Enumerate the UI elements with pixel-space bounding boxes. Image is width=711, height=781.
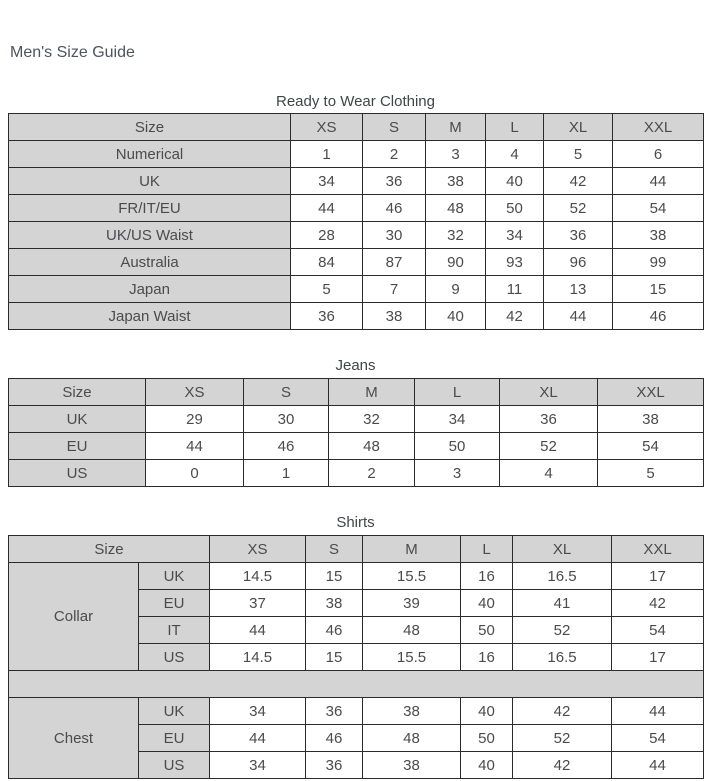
size-value: 9 [426,276,486,303]
size-value: 0 [146,460,244,487]
size-value: 14.5 [210,644,306,671]
size-value: 50 [461,725,513,752]
size-value: 16.5 [513,644,612,671]
size-value: 36 [306,698,363,725]
col-header-xxl: XXL [598,379,704,406]
size-value: 36 [363,168,426,195]
col-header-xxl: XXL [613,114,704,141]
table-row-collar-uk [9,563,704,590]
size-value: 46 [306,725,363,752]
size-value: 44 [291,195,363,222]
table-row-numerical [9,141,704,168]
size-value: 50 [415,433,500,460]
size-value: 44 [612,752,704,779]
size-value: 36 [291,303,363,330]
row-label: EU [9,433,146,460]
size-value: 34 [210,698,306,725]
row-label: US [9,460,146,487]
ready-to-wear-caption: Ready to Wear Clothing [276,93,435,110]
size-value: 3 [426,141,486,168]
size-value: 44 [210,617,306,644]
size-value: 36 [544,222,613,249]
size-value: 42 [513,752,612,779]
col-header-size: Size [9,379,146,406]
size-value: 1 [291,141,363,168]
size-value: 5 [544,141,613,168]
size-value: 3 [415,460,500,487]
col-header-s: S [244,379,329,406]
size-value: 30 [244,406,329,433]
size-value: 41 [513,590,612,617]
table-row-chest-uk [9,698,704,725]
ready-to-wear-table [8,113,704,330]
size-value: 40 [461,698,513,725]
size-value: 38 [363,303,426,330]
size-value: 52 [513,617,612,644]
size-value: 48 [363,725,461,752]
col-header-xl: XL [500,379,598,406]
size-value: 29 [146,406,244,433]
size-value: 54 [612,617,704,644]
size-value: 99 [613,249,704,276]
size-value: 38 [613,222,704,249]
table-row-eu [9,433,704,460]
size-value: 46 [613,303,704,330]
size-value: 14.5 [210,563,306,590]
size-value: 40 [486,168,544,195]
size-value: 34 [210,752,306,779]
size-value: 15 [613,276,704,303]
col-header-m: M [426,114,486,141]
col-header-size: Size [9,536,210,563]
size-value: 17 [612,563,704,590]
row-label: UK/US Waist [9,222,291,249]
row-sublabel: US [139,752,210,779]
col-header-xs: XS [291,114,363,141]
group-label-chest: Chest [9,698,139,779]
row-label: UK [9,406,146,433]
size-value: 15.5 [363,563,461,590]
size-value: 4 [486,141,544,168]
size-value: 50 [486,195,544,222]
size-value: 39 [363,590,461,617]
table-row-japan [9,276,704,303]
size-value: 44 [210,725,306,752]
size-value: 38 [598,406,704,433]
size-value: 52 [544,195,613,222]
col-header-xxl: XXL [612,536,704,563]
size-value: 38 [306,590,363,617]
size-value: 42 [513,698,612,725]
size-value: 90 [426,249,486,276]
row-label: FR/IT/EU [9,195,291,222]
size-value: 44 [613,168,704,195]
size-value: 2 [329,460,415,487]
size-value: 1 [244,460,329,487]
col-header-s: S [306,536,363,563]
row-sublabel: EU [139,725,210,752]
size-value: 2 [363,141,426,168]
table-row-australia [9,249,704,276]
row-label: UK [9,168,291,195]
size-value: 16 [461,563,513,590]
col-header-xs: XS [146,379,244,406]
size-value: 46 [363,195,426,222]
size-value: 6 [613,141,704,168]
size-value: 87 [363,249,426,276]
size-value: 36 [306,752,363,779]
size-value: 7 [363,276,426,303]
size-value: 52 [513,725,612,752]
size-value: 34 [486,222,544,249]
col-header-s: S [363,114,426,141]
col-header-xs: XS [210,536,306,563]
size-value: 48 [363,617,461,644]
spacer-row [9,671,704,698]
size-value: 54 [613,195,704,222]
size-value: 32 [426,222,486,249]
row-sublabel: US [139,644,210,671]
size-value: 36 [500,406,598,433]
col-header-m: M [329,379,415,406]
jeans-table [8,378,704,487]
size-value: 54 [598,433,704,460]
size-value: 15 [306,563,363,590]
row-label: Australia [9,249,291,276]
size-value: 15 [306,644,363,671]
jeans-caption: Jeans [335,357,376,374]
size-value: 84 [291,249,363,276]
size-value: 15.5 [363,644,461,671]
size-value: 38 [426,168,486,195]
col-header-size: Size [9,114,291,141]
header-row [9,536,704,563]
size-value: 37 [210,590,306,617]
group-label-collar: Collar [9,563,139,671]
size-value: 48 [329,433,415,460]
size-value: 42 [544,168,613,195]
size-value: 5 [291,276,363,303]
size-value: 42 [486,303,544,330]
shirts-table [8,535,704,779]
col-header-m: M [363,536,461,563]
col-header-l: L [461,536,513,563]
size-value: 11 [486,276,544,303]
size-value: 30 [363,222,426,249]
row-sublabel: UK [139,563,210,590]
size-value: 40 [426,303,486,330]
size-value: 16 [461,644,513,671]
col-header-xl: XL [513,536,612,563]
size-value: 16.5 [513,563,612,590]
row-sublabel: UK [139,698,210,725]
size-value: 34 [415,406,500,433]
size-value: 40 [461,590,513,617]
shirts-caption: Shirts [336,514,375,531]
table-row-uk [9,168,704,195]
row-sublabel: EU [139,590,210,617]
size-value: 32 [329,406,415,433]
page-title: Men's Size Guide [10,44,135,61]
size-value: 42 [612,590,704,617]
size-value: 46 [306,617,363,644]
size-value: 38 [363,752,461,779]
table-row-fr-it-eu [9,195,704,222]
size-value: 52 [500,433,598,460]
size-value: 38 [363,698,461,725]
size-value: 28 [291,222,363,249]
size-value: 40 [461,752,513,779]
table-row-japan-waist [9,303,704,330]
size-value: 13 [544,276,613,303]
table-row-uk [9,406,704,433]
spacer-cell [9,671,704,698]
row-label: Japan Waist [9,303,291,330]
size-value: 93 [486,249,544,276]
col-header-l: L [486,114,544,141]
col-header-xl: XL [544,114,613,141]
row-sublabel: IT [139,617,210,644]
size-value: 44 [544,303,613,330]
size-value: 54 [612,725,704,752]
size-value: 44 [146,433,244,460]
size-value: 44 [612,698,704,725]
size-value: 50 [461,617,513,644]
row-label: Numerical [9,141,291,168]
table-row-uk-us-waist [9,222,704,249]
size-value: 34 [291,168,363,195]
col-header-l: L [415,379,500,406]
size-value: 4 [500,460,598,487]
size-value: 96 [544,249,613,276]
size-value: 48 [426,195,486,222]
size-value: 17 [612,644,704,671]
header-row [9,379,704,406]
size-value: 46 [244,433,329,460]
row-label: Japan [9,276,291,303]
size-value: 5 [598,460,704,487]
table-row-us [9,460,704,487]
header-row [9,114,704,141]
